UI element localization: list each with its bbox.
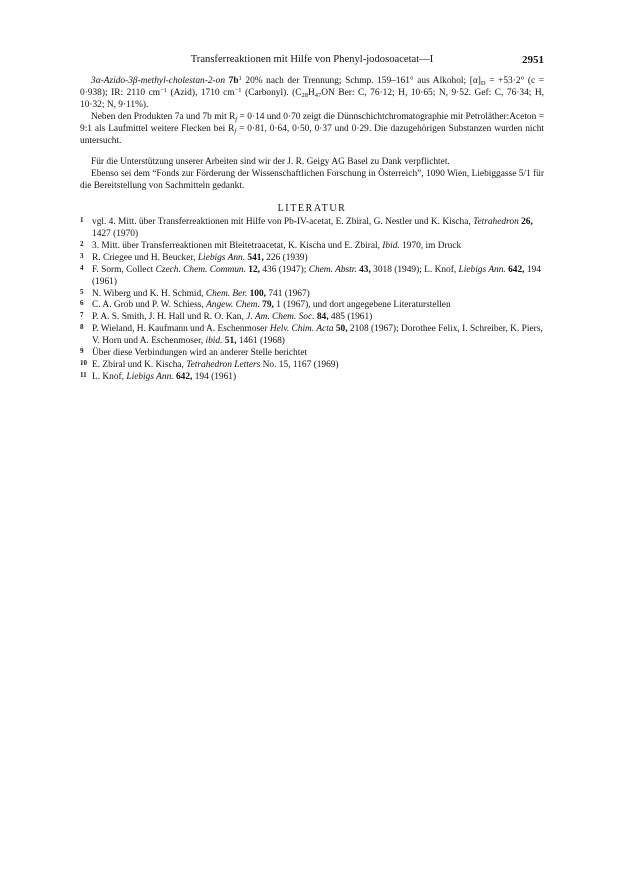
analysis-found: H, 10·65; N, 9·52. Gef: C, 76·34; H, 10·32; N, 9·11%). bbox=[80, 87, 545, 110]
reference-journal: ibid. bbox=[205, 336, 223, 347]
reference-number: 11 bbox=[80, 370, 87, 379]
reference-volume: 642, bbox=[505, 264, 525, 275]
page-number: 2951 bbox=[522, 54, 544, 66]
reference-number: 6 bbox=[80, 299, 84, 308]
reference-volume: 51, bbox=[222, 336, 237, 347]
reference-journal: Ibid. bbox=[382, 240, 400, 251]
rf-sub: f bbox=[235, 115, 238, 123]
compound-label: 7b bbox=[228, 76, 239, 86]
rf-sub: f bbox=[234, 127, 237, 135]
reference-volume: 541, bbox=[245, 252, 264, 263]
reference-number: 9 bbox=[80, 347, 84, 356]
tlc-paragraph bbox=[80, 112, 544, 148]
reference-item bbox=[80, 265, 544, 289]
ir-azid-text: (Azid), 1710 cm bbox=[166, 87, 235, 98]
reference-authors: E. Zbiral und K. Kischa, bbox=[92, 359, 187, 370]
acknowledgement-1: Für die Unterstützung unserer Arbeiten sind wir der J. R. Geigy AG Basel zu Dank verpflichtet. bbox=[91, 157, 450, 168]
reference-volume: 79, bbox=[259, 300, 274, 311]
reference-item bbox=[80, 300, 544, 312]
rotation-sub: D bbox=[480, 80, 486, 87]
reference-authors: N. Wiberg und K. H. Schmid, bbox=[92, 288, 206, 299]
reference-item bbox=[80, 360, 544, 372]
reference-authors: L. Knof, bbox=[92, 371, 127, 382]
reference-number: 8 bbox=[80, 323, 84, 332]
reference-details: 3018 (1949); L. Knof, bbox=[370, 264, 459, 275]
reference-journal: Chem. Abstr. bbox=[308, 264, 357, 275]
reference-authors: R. Criegee und H. Beucker, bbox=[92, 252, 198, 263]
reference-journal: Chem. Ber. bbox=[205, 288, 248, 299]
melting-point-text: 20% nach der Trennung; Schmp. 159–161° aus Alkohol; bbox=[241, 76, 467, 86]
reference-journal: Liebigs Ann. bbox=[197, 252, 246, 263]
formula-h: H bbox=[307, 87, 315, 98]
reference-number: 2 bbox=[80, 239, 84, 248]
compound-name: 3α-Azido-3β-methyl-cholestan-2-on bbox=[91, 76, 226, 86]
reference-item bbox=[80, 253, 544, 265]
reference-number: 4 bbox=[80, 263, 84, 272]
reference-number: 3 bbox=[80, 251, 84, 260]
reference-details: 226 (1939) bbox=[263, 252, 308, 263]
reference-details: 1 (1967), und dort angegebene Literaturstellen bbox=[273, 300, 451, 311]
analysis-text: ON Ber: C, 76·12; bbox=[321, 87, 395, 98]
reference-volume: 100, bbox=[247, 288, 267, 299]
reference-authors: Über diese Verbindungen wird an anderer Stelle berichtet bbox=[92, 348, 308, 359]
compound-data-paragraph bbox=[80, 76, 544, 112]
rotation-value: = +53·2° (c = 0·938); IR: 2110 cm bbox=[80, 76, 545, 98]
reference-details: 194 (1961) bbox=[92, 264, 541, 287]
reference-authors: C. A. Grob und P. W. Schiess, bbox=[92, 300, 207, 311]
reference-volume: 26, bbox=[518, 217, 533, 228]
reference-journal: Liebigs Ann. bbox=[126, 371, 174, 382]
reference-journal: J. Am. Chem. Soc. bbox=[246, 312, 315, 323]
reference-volume: 43, bbox=[356, 264, 371, 275]
reference-number: 1 bbox=[80, 216, 84, 225]
formula-sub: 28 bbox=[301, 91, 308, 99]
reference-volume: 12, bbox=[245, 264, 260, 275]
acknowledgement-2: Ebenso sei dem “Fonds zur Förderung der Wissenschaftlichen Forschung in Österreich”, 1090 Wien, Liebiggasse 5/1 für die Bereitstellung von Sachmitteln gedankt. bbox=[80, 169, 544, 192]
reference-details: 194 (1961) bbox=[192, 371, 237, 382]
footnote-ref: 1 bbox=[238, 75, 242, 82]
reference-details: 2108 (1967); Dorothee Felix, I. Schreiber, K. Piers, V. Horn und A. Eschenmoser, bbox=[92, 324, 543, 347]
reference-details: 1461 (1968) bbox=[236, 336, 285, 347]
reference-number: 5 bbox=[80, 287, 84, 296]
reference-details: 436 (1947); bbox=[260, 264, 309, 275]
ir-carbonyl-text: (Carbonyl). (C bbox=[241, 87, 302, 98]
rotation-symbol: [α] bbox=[469, 76, 481, 86]
reference-item bbox=[80, 217, 544, 241]
literature-heading: LITERATUR bbox=[277, 203, 347, 215]
reference-item bbox=[80, 324, 544, 348]
reference-details: No. 15, 1167 (1969) bbox=[260, 359, 339, 370]
reference-item bbox=[80, 312, 544, 324]
tlc-text: = 0·14 und 0·70 zeigt die Dünnschichtchromatographie mit Petroläther:Aceton = 9:1 als Laufmittel weitere Flecken bei R bbox=[80, 111, 544, 134]
reference-journal: Tetrahedron Letters bbox=[186, 359, 261, 370]
article-body bbox=[80, 76, 544, 384]
reference-authors: P. Wieland, H. Kaufmann und A. Eschenmoser bbox=[92, 324, 270, 335]
reference-item bbox=[80, 348, 544, 360]
ir-unit-sup: −1 bbox=[160, 86, 167, 94]
reference-details: 485 (1961) bbox=[328, 312, 373, 323]
reference-journal: Tetrahedron bbox=[473, 217, 519, 228]
tlc-text: = 0·81, 0·64, 0·50, 0·37 und 0·29. Die dazugehörigen Substanzen wurden nicht untersucht. bbox=[80, 123, 544, 146]
reference-details: 1427 (1970) bbox=[92, 228, 139, 239]
reference-authors: F. Sorm, Collect bbox=[92, 264, 156, 275]
reference-item bbox=[80, 241, 544, 253]
reference-details: 741 (1967) bbox=[266, 288, 310, 299]
reference-volume: 642, bbox=[173, 371, 193, 382]
running-header bbox=[80, 53, 544, 67]
reference-journal: Angew. Chem. bbox=[206, 300, 260, 311]
ir-unit-sup: −1 bbox=[234, 86, 242, 94]
reference-item bbox=[80, 289, 544, 301]
reference-authors: vgl. 4. Mitt. über Transferreaktionen mit Hilfe von Pb-IV-acetat, E. Zbiral, G. Nestler und K. Kischa, bbox=[92, 217, 474, 228]
reference-authors: P. A. S. Smith, J. H. Hall und R. O. Kan, bbox=[92, 312, 247, 323]
reference-item bbox=[80, 372, 544, 384]
reference-volume: 84, bbox=[314, 312, 329, 323]
running-title: Transferreaktionen mit Hilfe von Phenyl-jodosoacetat—I bbox=[190, 54, 434, 65]
formula-sub: 47 bbox=[314, 91, 322, 99]
tlc-text: Neben den Produkten 7a und 7b mit R bbox=[91, 111, 236, 122]
reference-details: 1970, im Druck bbox=[399, 240, 462, 251]
reference-list bbox=[80, 217, 544, 384]
reference-number: 7 bbox=[80, 311, 84, 320]
spacer bbox=[80, 147, 544, 157]
reference-journal: Czech. Chem. Commun. bbox=[155, 264, 246, 275]
reference-volume: 50, bbox=[333, 324, 348, 335]
reference-journal: Liebigs Ann. bbox=[458, 264, 506, 275]
reference-authors: 3. Mitt. über Transferreaktionen mit Bleitetraacetat, K. Kischa und E. Zbiral, bbox=[92, 240, 383, 251]
reference-number: 10 bbox=[80, 358, 87, 367]
reference-journal: Helv. Chim. Acta bbox=[269, 324, 334, 335]
